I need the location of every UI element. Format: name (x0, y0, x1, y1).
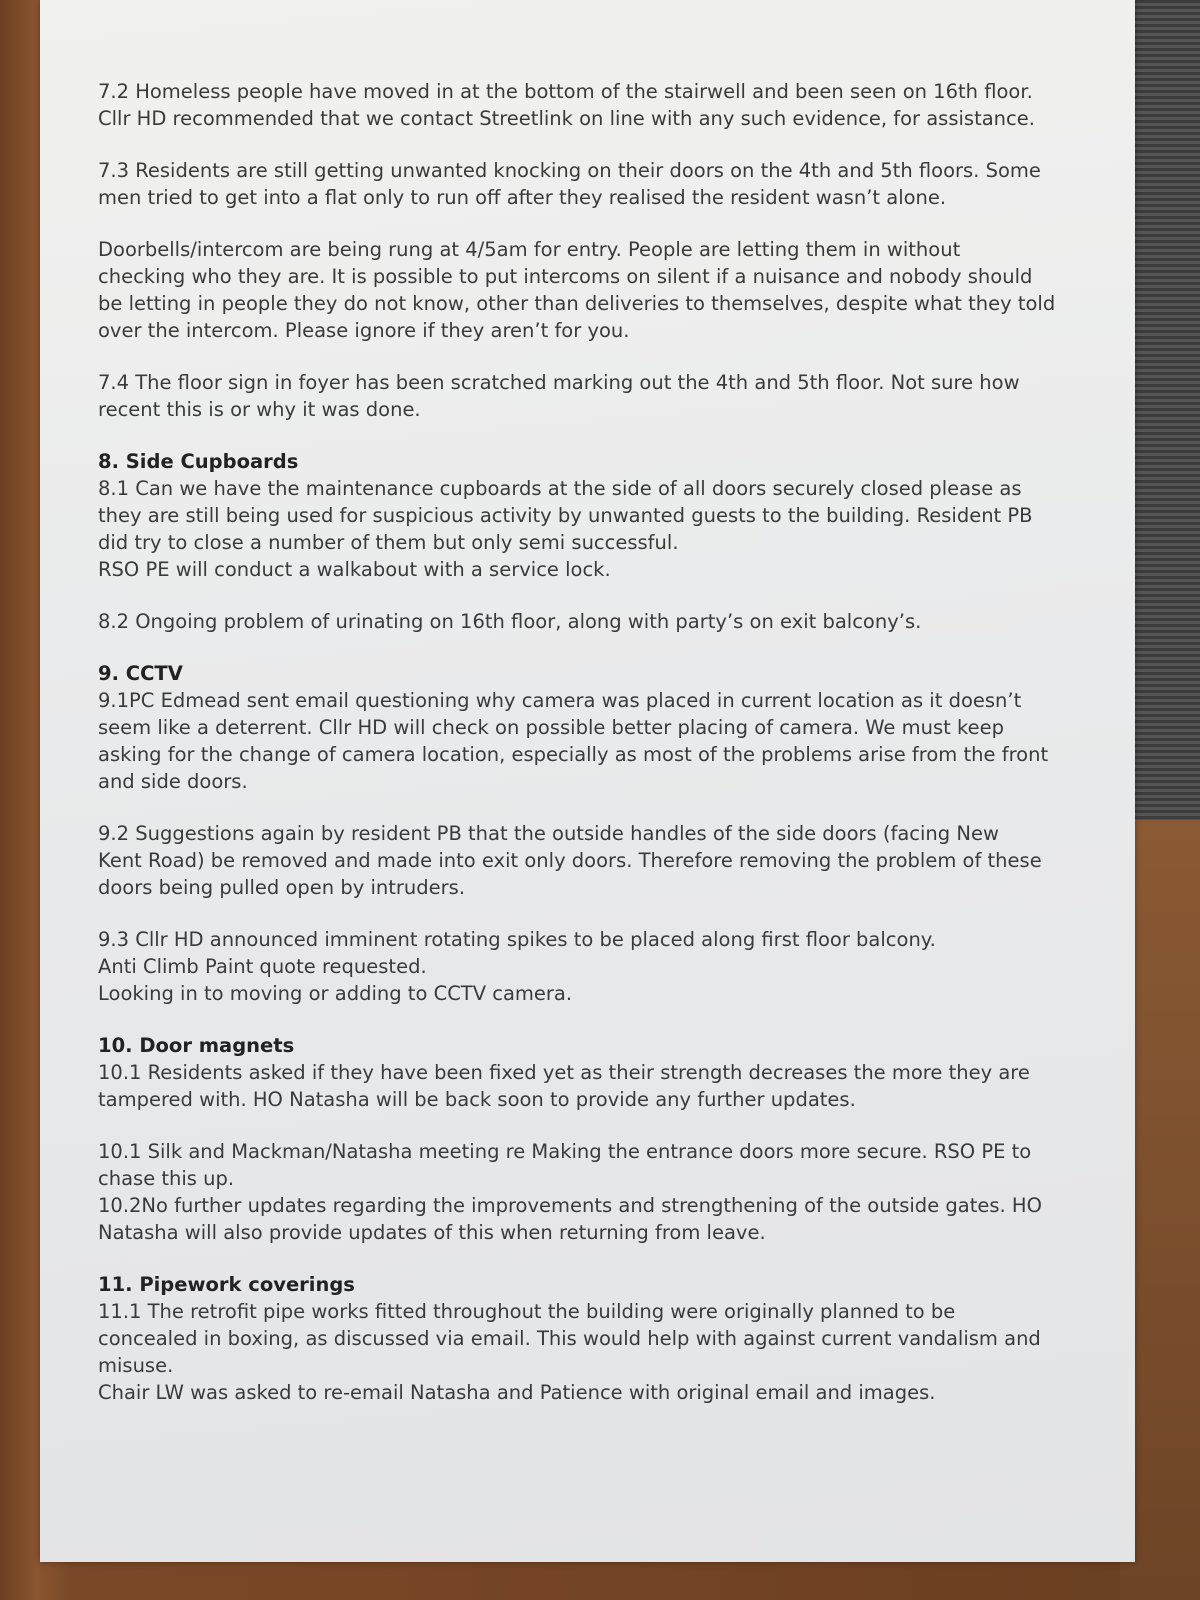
text-line: 7.4 The floor sign in foyer has been scratched marking out the 4th and 5th floor. Not sure how (98, 371, 1020, 394)
section-s11 (98, 1271, 1118, 1406)
section-s10 (98, 1032, 1118, 1246)
text-line: 10.1 Silk and Mackman/Natasha meeting re Making the entrance doors more secure. RSO PE to (98, 1140, 1032, 1163)
text-line: Chair LW was asked to re-email Natasha and Patience with original email and images. (98, 1381, 936, 1404)
section-heading: 11. Pipework coverings (98, 1273, 355, 1296)
paragraph (98, 78, 1118, 132)
paragraph (98, 157, 1118, 211)
text-line: Cllr HD recommended that we contact Streetlink on line with any such evidence, for assistance. (98, 107, 1035, 130)
section-s8 (98, 448, 1118, 635)
text-line: 7.3 Residents are still getting unwanted knocking on their doors on the 4th and 5th floors. Some (98, 159, 1041, 182)
section-heading: 9. CCTV (98, 662, 183, 685)
text-line: concealed in boxing, as discussed via email. This would help with against current vandalism and (98, 1327, 1041, 1350)
text-line: 10.2No further updates regarding the improvements and strengthening of the outside gates. HO (98, 1194, 1042, 1217)
text-line: RSO PE will conduct a walkabout with a service lock. (98, 558, 611, 581)
text-line: doors being pulled open by intruders. (98, 876, 466, 899)
text-line: 8.2 Ongoing problem of urinating on 16th floor, along with party’s on exit balcony’s. (98, 610, 922, 633)
text-line: 11.1 The retrofit pipe works fitted throughout the building were originally planned to be (98, 1300, 956, 1323)
text-line: 8.1 Can we have the maintenance cupboards at the side of all doors securely closed please as (98, 477, 1022, 500)
text-line: men tried to get into a flat only to run off after they realised the resident wasn’t alone. (98, 186, 947, 209)
text-line: chase this up. (98, 1167, 235, 1190)
text-line: over the intercom. Please ignore if they aren’t for you. (98, 319, 630, 342)
text-line: Looking in to moving or adding to CCTV camera. (98, 982, 573, 1005)
text-line: 9.2 Suggestions again by resident PB that the outside handles of the side doors (facing New (98, 822, 999, 845)
paragraph (98, 1059, 1118, 1113)
text-line: asking for the change of camera location, especially as most of the problems arise from the front (98, 743, 1049, 766)
text-line: 7.2 Homeless people have moved in at the bottom of the stairwell and been seen on 16th floor. (98, 80, 1033, 103)
text-line: and side doors. (98, 770, 248, 793)
document-page (40, 0, 1135, 1562)
paragraph (98, 687, 1118, 795)
section-s9 (98, 660, 1118, 1007)
paragraph (98, 236, 1118, 344)
text-line: checking who they are. It is possible to put intercoms on silent if a nuisance and nobody should (98, 265, 1033, 288)
text-line: Doorbells/intercom are being rung at 4/5am for entry. People are letting them in without (98, 238, 961, 261)
section-heading: 8. Side Cupboards (98, 450, 299, 473)
section-heading: 10. Door magnets (98, 1034, 295, 1057)
text-line: be letting in people they do not know, other than deliveries to themselves, despite what they told (98, 292, 1056, 315)
paragraph (98, 820, 1118, 901)
section-s7 (98, 78, 1118, 423)
paragraph (98, 1298, 1118, 1406)
text-line: did try to close a number of them but only semi successful. (98, 531, 679, 554)
text-line: Anti Climb Paint quote requested. (98, 955, 427, 978)
text-line: recent this is or why it was done. (98, 398, 421, 421)
paragraph (98, 1138, 1118, 1246)
paragraph (98, 608, 1118, 635)
paragraph (98, 475, 1118, 583)
paragraph (98, 369, 1118, 423)
text-line: 9.1PC Edmead sent email questioning why camera was placed in current location as it doesn’t (98, 689, 1022, 712)
text-line: 9.3 Cllr HD announced imminent rotating spikes to be placed along first floor balcony. (98, 928, 936, 951)
background-mat (1125, 0, 1200, 825)
paragraph (98, 926, 1118, 1007)
text-line: 10.1 Residents asked if they have been fixed yet as their strength decreases the more they are (98, 1061, 1030, 1084)
text-line: tampered with. HO Natasha will be back soon to provide any further updates. (98, 1088, 856, 1111)
document-body (98, 78, 1118, 1431)
text-line: they are still being used for suspicious activity by unwanted guests to the building. Resident PB (98, 504, 1033, 527)
text-line: Natasha will also provide updates of this when returning from leave. (98, 1221, 766, 1244)
text-line: seem like a deterrent. Cllr HD will check on possible better placing of camera. We must keep (98, 716, 1004, 739)
text-line: misuse. (98, 1354, 174, 1377)
text-line: Kent Road) be removed and made into exit only doors. Therefore removing the problem of these (98, 849, 1042, 872)
